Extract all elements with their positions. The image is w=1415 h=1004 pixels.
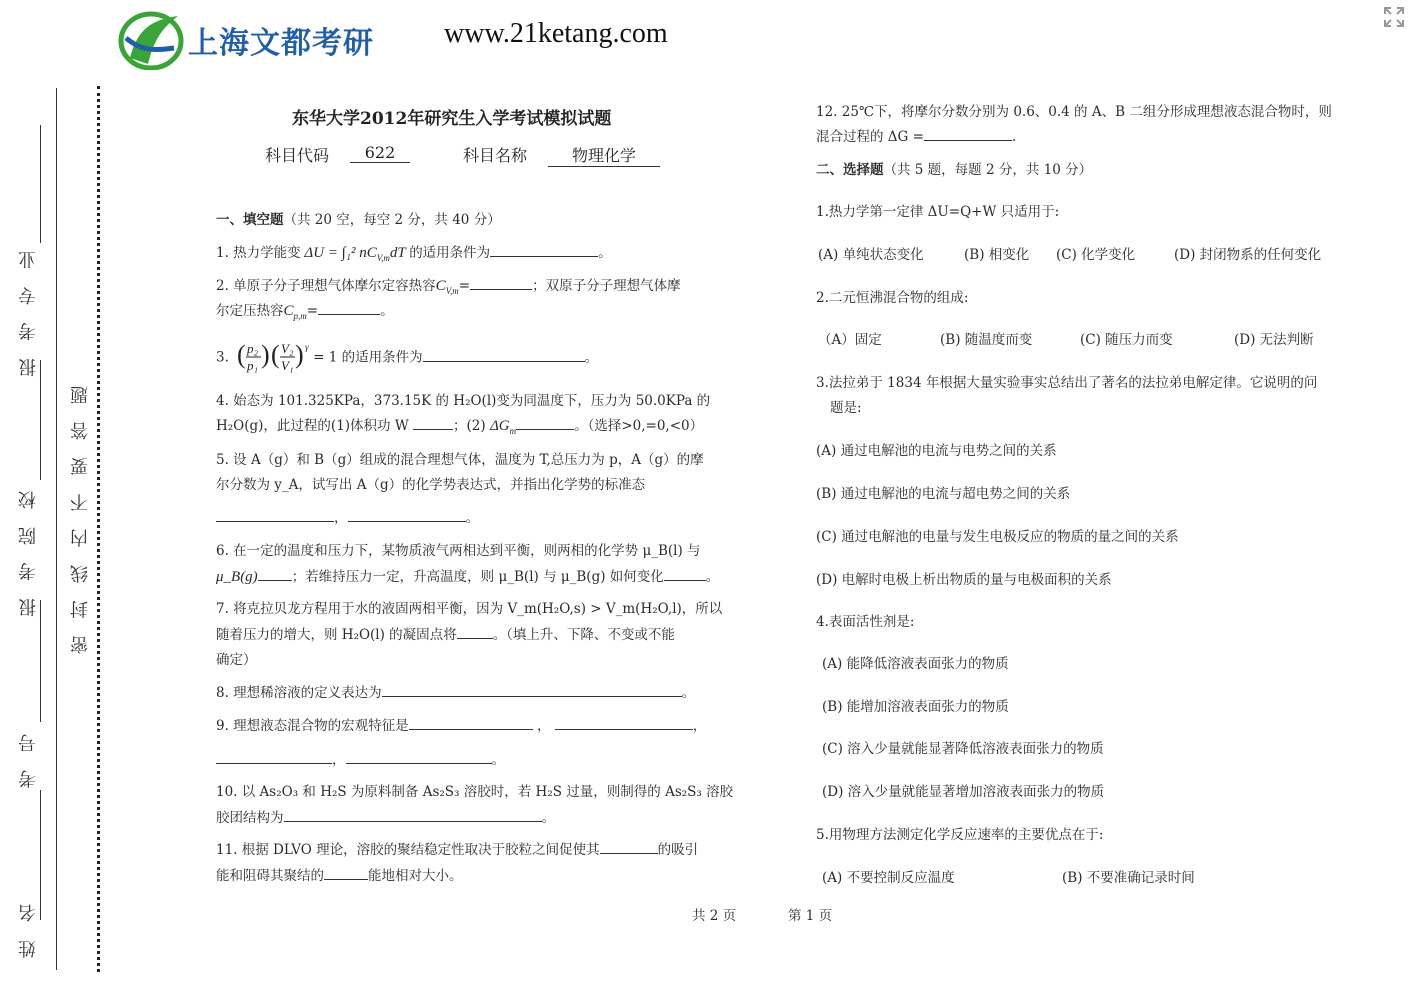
choice-q2-option-c[interactable]: (C) 随压力而变: [1080, 332, 1173, 348]
choice-q4-option-a[interactable]: (A) 能降低溶液表面张力的物质: [822, 656, 1009, 672]
fill-q9: 9. 理想液态混合物的宏观特征是 ， ，: [216, 714, 706, 739]
choice-q4-option-b[interactable]: (B) 能增加溶液表面张力的物质: [822, 699, 1009, 715]
seal-dotted-line: [97, 86, 100, 972]
choice-heading-text: 二、选择题: [816, 162, 884, 178]
fill-q11-text-c: 能和阻碍其聚结的: [216, 868, 324, 884]
blank-5[interactable]: [413, 414, 453, 430]
svg-text:(: (: [237, 341, 246, 369]
choice-q2-option-d[interactable]: (D) 无法判断: [1234, 332, 1314, 348]
fullscreen-icon[interactable]: [1383, 6, 1405, 28]
choice-heading-note: （共 5 题，每题 2 分，共 10 分）: [883, 162, 1093, 178]
fill-q10-line1: 10. 以 As₂O₃ 和 H₂S 为原料制备 As₂S₃ 溶胶时，若 H₂S 过量，则制得的 As₂S₃ 溶胶: [216, 784, 734, 800]
blank-3[interactable]: [318, 299, 380, 315]
choice-q3-option-d[interactable]: (D) 电解时电极上析出物质的量与电极面积的关系: [816, 572, 1112, 588]
fill-q11-line2: [216, 864, 463, 889]
major-label: 报 考 专 业: [18, 245, 39, 377]
choice-q2-option-b[interactable]: (B) 随温度而变: [940, 332, 1033, 348]
fill-q1-suffix: 的适用条件为: [409, 245, 491, 261]
choice-q3-option-b[interactable]: (B) 通过电解池的电流与超电势之间的关系: [816, 486, 1071, 502]
fill-q7-line1: 7. 将克拉贝龙方程用于水的液固两相平衡，因为 V_m(H₂O,s) > V_m(H₂O,l)，所以: [216, 601, 723, 617]
fill-q1: 1. 热力学能变 ΔU = ∫₁² $nC_{V,m}dT$ 的适用条件为 。: [216, 241, 612, 271]
subject-code-value: 622: [350, 143, 410, 163]
subject-name-value: 物理化学: [548, 143, 660, 167]
fill-q10-text: 胶团结构为: [216, 810, 284, 826]
choice-q4: 4.表面活性剂是:: [816, 614, 915, 630]
choice-q3-option-a[interactable]: (A) 通过电解池的电流与电势之间的关系: [816, 443, 1057, 459]
fill-q6-line2: μ_B(g) ；若维持压力一定，升高温度，则 μ_B(l) 与 μ_B(g) 如何变化 。: [216, 565, 719, 590]
blank-8[interactable]: [348, 506, 466, 522]
choice-q1-option-c[interactable]: (C) 化学变化: [1056, 247, 1136, 263]
logo-icon: [118, 8, 184, 70]
subject-name-label: 科目名称: [463, 146, 528, 165]
subject-code-label: 科目代码: [265, 146, 330, 165]
fill-q4-text-b: ；(2): [453, 418, 486, 434]
fill-q11-text-d: 能地相对大小。: [368, 868, 463, 884]
fill-q6-line1: 6. 在一定的温度和压力下，某物质液气两相达到平衡，则两相的化学势 μ_B(l) 与: [216, 543, 701, 559]
fill-q4-line2: [216, 414, 703, 444]
svg-text:p₂: p₂: [247, 341, 259, 356]
blank-10[interactable]: [664, 565, 706, 581]
svg-text:p₁: p₁: [247, 358, 259, 373]
number-line: [40, 600, 41, 722]
fill-q11-line1: [216, 838, 698, 863]
formula-du: ΔU = ∫₁² $nC_{V,m}dT$: [300, 245, 410, 263]
blank-1[interactable]: [490, 241, 598, 257]
fill-q6-text-b: ；若维持压力一定，升高温度，则 μ_B(l) 与 μ_B(g) 如何变化: [291, 569, 664, 585]
website-url[interactable]: www.21ketang.com: [444, 18, 668, 49]
fill-section-heading: [216, 208, 501, 233]
fill-heading-text: 一、填空题: [216, 212, 284, 228]
number-label: 考 号: [18, 728, 39, 788]
fill-q3: 3. ( p₂ p₁ ) ( V₂ V₁ ) γ = 1 的适用条件为 。: [216, 341, 599, 373]
svg-text:): ): [295, 341, 304, 369]
blank-7[interactable]: [216, 506, 334, 522]
fill-q3-suffix: 的适用条件为: [341, 349, 423, 366]
fill-q5-line2: 尔分数为 y_A，试写出 A（g）的化学势表达式，并指出化学势的标准态: [216, 477, 646, 493]
choice-q5: 5.用物理方法测定化学反应速率的主要优点在于:: [816, 827, 1104, 843]
name-line: [40, 790, 41, 920]
choice-q1-option-b[interactable]: (B) 相变化: [964, 247, 1030, 263]
fill-q11-text-a: 11. 根据 DLVO 理论，溶胶的聚结稳定性取决于胶粒之间促使其: [216, 842, 600, 858]
blank-18[interactable]: [600, 838, 658, 854]
fill-q5-line1: 5. 设 A（g）和 B（g）组成的混合理想气体，温度为 T,总压力为 p，A（g）的摩: [216, 452, 704, 468]
svg-text:V₁: V₁: [281, 358, 294, 373]
binding-solid-line: [56, 88, 57, 970]
formula-cvm: $C_{V,m}$: [435, 278, 459, 296]
fill-q9-text: 9. 理想液态混合物的宏观特征是: [216, 718, 409, 734]
fill-q6-mu-g: μ_B(g): [216, 569, 258, 585]
school-label: 报 考 院 校: [18, 485, 39, 617]
fill-q8: 8. 理想稀溶液的定义表达为 。: [216, 681, 695, 706]
footer-current-page: 第 1 页: [788, 908, 833, 924]
fill-q2-line1: 2. 单原子分子理想气体摩尔定容热容$C_{V,m}=$ ；双原子分子理想气体摩: [216, 274, 681, 304]
svg-text:(: (: [271, 341, 280, 369]
svg-text:): ): [261, 341, 270, 369]
blank-13[interactable]: [409, 714, 533, 730]
blank-12[interactable]: [382, 681, 682, 697]
blank-16[interactable]: [346, 748, 492, 764]
fill-q7-text-a: 随着压力的增大，则 H₂O(l) 的凝固点将: [216, 627, 457, 643]
choice-q4-option-c[interactable]: (C) 溶入少量就能显著降低溶液表面张力的物质: [822, 741, 1104, 757]
fill-q12-line2: 混合过程的 ΔG = .: [816, 125, 1016, 150]
logo-text: 上海文都考研: [188, 26, 374, 61]
blank-14[interactable]: [555, 714, 693, 730]
fill-heading-note: （共 20 空，每空 2 分，共 40 分）: [283, 212, 501, 228]
choice-q3-line2: 题是:: [830, 400, 862, 416]
fill-q11-text-b: 的吸引: [657, 842, 699, 858]
exam-title: 东华大学2012年研究生入学考试模拟试题: [292, 109, 612, 129]
fill-q4-line1: 4. 始态为 101.325KPa，373.15K 的 H₂O(l)变为同温度下，压力为 50.0KPa 的: [216, 393, 711, 409]
blank-19[interactable]: [324, 864, 368, 880]
fill-q4-text-c: 。（选择>0,=0,<0）: [574, 418, 704, 434]
formula-dgm: $\Delta G_m$: [489, 418, 517, 436]
fill-q2-text-b: ；双原子分子理想气体摩: [532, 278, 681, 294]
fill-q5-blanks: ， 。: [216, 506, 479, 531]
choice-q1-option-d[interactable]: (D) 封闭物系的任何变化: [1174, 247, 1322, 263]
blank-6[interactable]: [516, 414, 574, 430]
formula-cpm: $C_{p,m}$: [283, 303, 307, 321]
choice-q1-option-a[interactable]: (A) 单纯状态变化: [818, 247, 924, 263]
fill-q2-line2: 尔定压热容$C_{p,m}=$ 。: [216, 299, 394, 329]
choice-section-heading: [816, 158, 1092, 183]
fill-q7-line3: 确定）: [216, 652, 257, 668]
choice-q4-option-d[interactable]: (D) 溶入少量就能显著增加溶液表面张力的物质: [822, 784, 1105, 800]
choice-q5-option-b[interactable]: (B) 不要准确记录时间: [1062, 870, 1195, 886]
footer-total-pages: 共 2 页: [692, 908, 737, 924]
fill-q8-text: 8. 理想稀溶液的定义表达为: [216, 685, 382, 701]
major-line: [40, 125, 41, 243]
choice-q2-option-a[interactable]: （A）固定: [818, 332, 882, 348]
svg-text:V₂: V₂: [281, 341, 294, 356]
fill-q9-blanks: ， 。: [216, 748, 505, 773]
fill-q1-prefix: 1. 热力学能变: [216, 245, 301, 261]
fill-q12-text: 混合过程的 ΔG =: [816, 129, 924, 145]
fill-q7-text-b: 。（填上升、下降、不变或不能: [492, 627, 675, 643]
school-line: [40, 360, 41, 480]
choice-q2: 2.二元恒沸混合物的组成:: [816, 290, 969, 306]
blank-4[interactable]: [423, 346, 585, 362]
fill-q7-line2: [216, 623, 675, 648]
fill-q2-text-a: 2. 单原子分子理想气体摩尔定容热容: [216, 278, 436, 294]
fill-q12-line1: 12. 25℃下，将摩尔分数分别为 0.6、0.4 的 A、B 二组分形成理想液态混合物时，则: [816, 104, 1332, 120]
seal-line-notice: 密 封 线 内 不 要 答 题: [70, 380, 91, 655]
svg-text:γ: γ: [305, 342, 309, 352]
blank-2[interactable]: [470, 274, 532, 290]
blank-11[interactable]: [457, 623, 493, 639]
blank-15[interactable]: [216, 748, 332, 764]
formula-adiabatic: [233, 341, 313, 375]
choice-q3-option-c[interactable]: (C) 通过电解池的电量与发生电极反应的物质的量之间的关系: [816, 529, 1179, 545]
fill-q2-text-c: 尔定压热容: [216, 303, 284, 319]
fill-q3-prefix: 3.: [216, 349, 229, 366]
blank-9[interactable]: [258, 565, 292, 581]
choice-q1: 1.热力学第一定律 ΔU=Q+W 只适用于:: [816, 204, 1060, 220]
fill-q4-text-a: H₂O(g)，此过程的(1)体积功 W: [216, 418, 409, 434]
blank-20[interactable]: [924, 125, 1012, 141]
blank-17[interactable]: [284, 806, 542, 822]
choice-q5-option-a[interactable]: (A) 不要控制反应温度: [822, 870, 955, 886]
name-label: 姓 名: [18, 898, 39, 958]
fill-q10-line2: 胶团结构为 。: [216, 806, 555, 831]
choice-q3-line1: 3.法拉弟于 1834 年根据大量实验事实总结出了著名的法拉弟电解定律。它说明的问: [816, 375, 1318, 391]
